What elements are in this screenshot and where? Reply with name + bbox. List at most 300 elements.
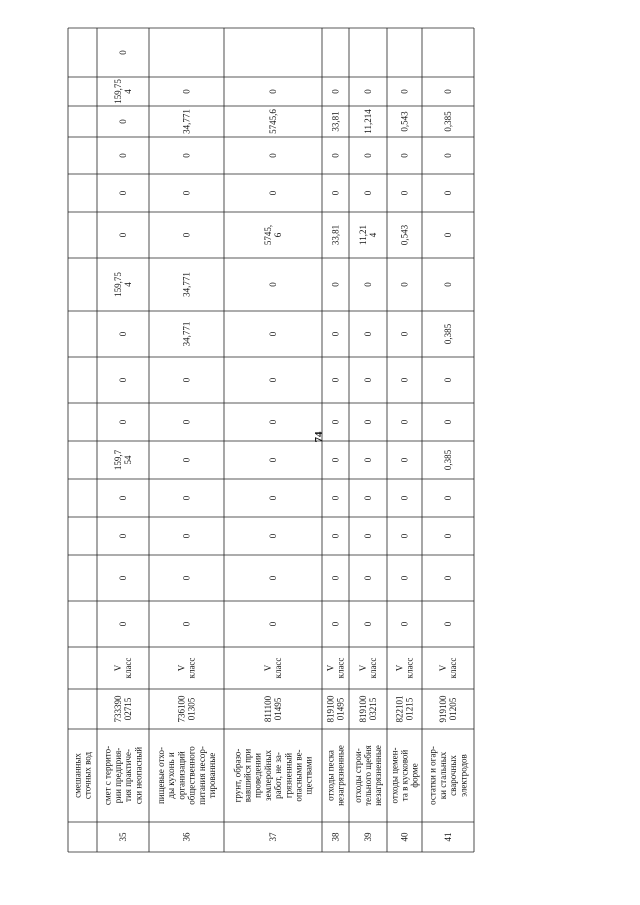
waste-name-line: сварочных (448, 755, 459, 796)
hazard-class-line: V (357, 664, 368, 672)
value-cell (268, 621, 278, 626)
value-cell-line: 0 (330, 282, 341, 287)
value-cell-line: 0 (330, 419, 341, 425)
value-cell-line: 0 (181, 575, 192, 581)
waste-code (394, 696, 414, 723)
value-cell-line: 0 (363, 377, 373, 383)
value-cell-line: 159,7 (112, 449, 123, 471)
value-cell (118, 377, 128, 382)
value-cell-line: 0 (363, 533, 373, 539)
row-number (443, 833, 453, 842)
value-cell-line: 5745,6 (268, 109, 278, 134)
value-cell (363, 457, 373, 462)
value-cell (118, 50, 128, 55)
value-cell (363, 89, 373, 94)
hazard-class-line: V (325, 664, 336, 672)
value-cell-line: 0 (330, 621, 341, 627)
value-cell-line: 0 (363, 282, 373, 287)
waste-name-line: опасными ве- (293, 749, 304, 802)
waste-code (358, 695, 378, 723)
value-cell (358, 225, 378, 245)
value-cell (268, 575, 278, 580)
value-cell (263, 225, 283, 245)
waste-name-line: работ, не за- (273, 752, 284, 799)
waste-code-line: 736100 (176, 695, 187, 723)
waste-code-line: 733390 (112, 695, 123, 723)
value-cell (400, 457, 410, 462)
waste-name (389, 748, 419, 804)
waste-name-line: тированные (207, 752, 217, 799)
value-cell-line: 0 (268, 621, 278, 627)
value-cell-line: 0 (181, 190, 192, 196)
value-cell (363, 282, 373, 287)
waste-name-line: электродов (458, 754, 469, 797)
value-cell-line: 0 (443, 419, 453, 425)
value-cell-line: 0 (118, 419, 128, 425)
value-cell (331, 153, 341, 158)
waste-code-line: 01215 (404, 697, 415, 721)
value-cell-line: 0 (399, 89, 410, 94)
waste-name-line: ски неопасный (133, 746, 144, 805)
value-cell (268, 457, 278, 462)
value-cell-line: 6 (273, 232, 284, 238)
value-cell (182, 153, 192, 158)
hazard-class-line: класс (368, 657, 379, 679)
row-number (182, 832, 192, 842)
waste-code (438, 695, 458, 723)
value-cell-line: 0 (181, 232, 192, 238)
value-cell (182, 190, 192, 195)
waste-name-line: остатки и огар- (427, 746, 438, 805)
value-cell (443, 575, 453, 580)
value-cell-line: 0 (330, 153, 341, 158)
value-cell-line: 0 (268, 89, 278, 94)
waste-name (156, 746, 217, 805)
value-cell (182, 377, 192, 382)
value-cell-line: 0 (268, 282, 278, 287)
value-cell-line: 4 (123, 89, 134, 94)
value-cell (268, 495, 278, 500)
value-cell (182, 232, 192, 237)
waste-name-line: общественного (186, 746, 197, 805)
value-cell (400, 533, 410, 538)
value-cell-line: 0 (363, 190, 373, 196)
waste-code-line: 01205 (448, 697, 459, 721)
value-cell (113, 272, 133, 297)
value-cell-line: 159,75 (112, 79, 123, 104)
row-number-line: 38 (330, 832, 341, 842)
value-cell (443, 449, 453, 470)
value-cell (331, 331, 341, 336)
value-cell (268, 331, 278, 336)
value-cell (363, 621, 373, 626)
value-cell-line: 0 (118, 575, 128, 581)
value-cell (331, 533, 341, 538)
value-cell-line: 0 (181, 419, 192, 425)
hazard-class (176, 658, 196, 679)
value-cell-line: 0 (118, 331, 128, 337)
value-cell (331, 282, 341, 287)
value-cell-line: 0 (268, 419, 278, 425)
waste-name-line: грязненный (283, 752, 294, 799)
value-cell (331, 190, 341, 195)
value-cell (363, 109, 373, 134)
value-cell-line: 0 (399, 331, 410, 337)
value-cell-line: 34,771 (181, 321, 192, 347)
value-cell (443, 495, 453, 500)
waste-name-line: отходы песка (325, 750, 336, 801)
waste-name-line: проведении (252, 753, 263, 798)
waste-name-line: тельного щебня (363, 745, 373, 806)
waste-name-line: вавшийся при (242, 748, 253, 803)
value-cell-line: 0 (330, 377, 341, 383)
waste-name-line: рии предприя- (112, 747, 123, 804)
hazard-class-line: класс (273, 657, 284, 679)
value-cell (268, 89, 278, 94)
value-cell (443, 323, 453, 344)
waste-name (232, 749, 313, 803)
value-cell (331, 419, 341, 424)
value-cell-line: 0 (443, 533, 453, 539)
value-cell (268, 282, 278, 287)
page-number: 74 (313, 431, 325, 443)
value-cell (118, 621, 128, 626)
value-cell-line: 0 (443, 232, 453, 238)
value-cell-line: 0 (118, 377, 128, 383)
value-cell (118, 331, 128, 336)
value-cell-line: 33,81 (330, 224, 341, 246)
value-cell-line: 0 (330, 533, 341, 539)
value-cell (400, 153, 410, 158)
hazard-class-line: класс (404, 657, 415, 679)
waste-code (113, 695, 133, 723)
value-cell (400, 495, 410, 500)
waste-name-line: ды кухонь и (166, 752, 177, 799)
value-cell-line: 0,385 (443, 111, 453, 132)
value-cell (182, 272, 192, 297)
value-cell (118, 153, 128, 158)
hazard-class-line: класс (335, 657, 346, 679)
value-cell-line: 0 (118, 533, 128, 539)
value-cell (443, 377, 453, 382)
value-cell (331, 111, 341, 131)
value-cell-line: 0 (118, 621, 128, 627)
waste-name-line: форме (409, 763, 420, 788)
value-cell (363, 575, 373, 580)
value-cell-line: 0 (330, 495, 341, 501)
value-cell-line: 0 (181, 457, 192, 463)
hazard-class-line: V (437, 664, 448, 672)
value-cell (268, 109, 278, 134)
value-cell (443, 621, 453, 626)
hazard-class (358, 658, 378, 679)
value-cell (182, 457, 192, 462)
value-cell-line: 0 (363, 331, 373, 337)
value-cell-line: 0,385 (443, 449, 453, 471)
value-cell-line: 4 (123, 282, 134, 287)
hazard-class-line: V (176, 664, 187, 672)
hazard-class-line: V (394, 664, 405, 672)
waste-code-line: 819100 (325, 695, 336, 723)
value-cell (363, 190, 373, 195)
value-cell (118, 575, 128, 580)
value-cell-line: 0 (181, 89, 192, 94)
value-cell (331, 377, 341, 382)
value-cell (400, 224, 410, 245)
value-cell (331, 89, 341, 94)
hazard-class-line: класс (448, 657, 459, 679)
row-number-line: 41 (443, 832, 453, 842)
value-cell-line: 0 (181, 495, 192, 501)
row-number-line: 36 (181, 832, 192, 842)
value-cell-line: 0 (443, 495, 453, 501)
waste-name-line: ществами (303, 756, 314, 795)
waste-name-line: незагрязненные (335, 745, 346, 806)
row-number (400, 832, 410, 842)
value-cell-line: 0 (363, 575, 373, 581)
value-cell (118, 495, 128, 500)
value-cell (363, 331, 373, 336)
value-cell-line: 0 (118, 190, 128, 196)
value-cell-line: 0,543 (399, 111, 410, 132)
value-cell-line: 33,81 (330, 111, 341, 132)
hazard-class (263, 658, 283, 679)
value-cell (400, 377, 410, 382)
waste-name-line: пищевые отхо- (156, 746, 166, 805)
row-number (363, 832, 373, 842)
value-cell (443, 89, 453, 94)
value-cell (443, 282, 453, 287)
value-cell-line: 159,75 (112, 272, 123, 297)
value-cell (182, 109, 192, 134)
waste-code-line: 03215 (368, 697, 379, 721)
value-cell-line: 0 (118, 232, 128, 238)
value-cell-line: 11,21 (357, 225, 368, 245)
waste-name-line: организаций (176, 751, 187, 800)
value-cell (363, 153, 373, 158)
value-cell-line: 0 (268, 495, 278, 501)
value-cell (182, 89, 192, 94)
value-cell-line: 0 (268, 331, 278, 337)
hazard-class-line: V (262, 664, 273, 672)
value-cell (363, 419, 373, 424)
value-cell-line: 0 (443, 621, 453, 627)
value-cell (443, 190, 453, 195)
value-cell (118, 190, 128, 195)
value-cell (400, 621, 410, 626)
waste-name (72, 751, 92, 799)
waste-name-line: ки стальных (437, 751, 448, 800)
row-number (118, 832, 128, 842)
value-cell-line: 0 (363, 89, 373, 94)
value-cell (113, 79, 133, 104)
value-cell (400, 419, 410, 424)
hazard-class (325, 658, 345, 679)
value-cell-line: 0 (330, 457, 341, 463)
value-cell-line: 0 (363, 621, 373, 627)
value-cell-line: 0 (363, 495, 373, 501)
value-cell (268, 153, 278, 158)
value-cell (400, 282, 410, 287)
waste-name-line: отходы строи- (352, 748, 363, 803)
value-cell (400, 111, 410, 132)
value-cell-line: 0 (399, 457, 410, 463)
hazard-class (438, 658, 458, 679)
waste-name (325, 745, 345, 806)
value-cell-line: 0 (181, 377, 192, 383)
waste-code-line: 01305 (186, 697, 197, 721)
waste-name-line: сточных вод (82, 751, 93, 800)
value-cell-line: 0 (443, 282, 453, 287)
value-cell-line: 4 (368, 232, 379, 238)
value-cell-line: 0 (443, 190, 453, 196)
value-cell-line: 0 (330, 89, 341, 94)
value-cell-line: 0 (181, 621, 192, 627)
value-cell-line: 0 (118, 495, 128, 501)
value-cell-line: 0,543 (399, 224, 410, 246)
value-cell-line: 5745, (262, 224, 273, 246)
value-cell (443, 232, 453, 237)
waste-name (428, 746, 469, 805)
value-cell (331, 575, 341, 580)
value-cell-line: 0 (399, 153, 410, 158)
waste-name-line: незагрязненные (373, 745, 384, 806)
row-number (268, 832, 278, 842)
row-number-line: 35 (118, 832, 128, 842)
value-cell-line: 0 (181, 153, 192, 158)
value-cell-line: 0 (443, 377, 453, 383)
value-cell-line: 0 (399, 495, 410, 501)
hazard-class-line: класс (186, 657, 197, 679)
value-cell (182, 575, 192, 580)
value-cell (400, 89, 410, 94)
waste-name-line: землеройных (262, 750, 273, 801)
waste-name-line: питания несор- (196, 746, 207, 805)
value-cell-line: 0 (399, 282, 410, 287)
value-cell-line: 0 (181, 533, 192, 539)
value-cell (443, 533, 453, 538)
value-cell-line: 0 (399, 533, 410, 539)
value-cell (443, 111, 453, 132)
value-cell-line: 0 (268, 533, 278, 539)
value-cell-line: 0 (268, 190, 278, 196)
value-cell (268, 419, 278, 424)
waste-name (353, 745, 383, 806)
value-cell-line: 0 (118, 153, 128, 158)
value-cell (118, 419, 128, 424)
value-cell-line: 0 (399, 621, 410, 627)
value-cell (182, 621, 192, 626)
row-number-line: 40 (399, 832, 410, 842)
value-cell (331, 495, 341, 500)
value-cell-line: 0 (118, 50, 128, 55)
value-cell-line: 0 (330, 190, 341, 196)
value-cell (113, 449, 133, 470)
value-cell-line: 34,771 (181, 109, 192, 134)
waste-name-line: тия практиче- (123, 749, 134, 802)
waste-code-line: 02715 (123, 697, 134, 721)
waste-code (176, 695, 196, 723)
value-cell-line: 0 (268, 575, 278, 581)
hazard-class-line: V (112, 664, 123, 672)
value-cell (182, 419, 192, 424)
value-cell-line: 0 (399, 419, 410, 425)
value-cell (443, 153, 453, 158)
value-cell-line: 0 (268, 153, 278, 158)
value-cell-line: 0 (399, 575, 410, 581)
waste-code-line: 919100 (437, 695, 448, 723)
waste-name-line: смешанных (72, 753, 83, 798)
value-cell-line: 34,771 (181, 272, 192, 297)
waste-code (325, 695, 345, 723)
value-cell (182, 533, 192, 538)
value-cell (400, 331, 410, 336)
value-cell (118, 232, 128, 237)
value-cell-line: 0 (363, 419, 373, 425)
value-cell (331, 225, 341, 245)
value-cell-line: 0 (443, 89, 453, 94)
value-cell-line: 0 (330, 331, 341, 337)
value-cell-line: 54 (123, 455, 134, 465)
waste-code-line: 01495 (273, 697, 284, 721)
value-cell-line: 0 (330, 575, 341, 581)
hazard-class (113, 658, 133, 679)
row-number-line: 39 (363, 832, 373, 842)
value-cell (182, 495, 192, 500)
waste-code (263, 695, 283, 722)
value-cell (400, 190, 410, 195)
value-cell-line: 0 (118, 119, 128, 124)
waste-name-line: смет с террито- (102, 745, 113, 806)
value-cell-line: 0 (443, 575, 453, 581)
value-cell (118, 533, 128, 538)
value-cell (363, 495, 373, 500)
value-cell (182, 322, 192, 347)
value-cell (331, 457, 341, 462)
value-cell (363, 533, 373, 538)
value-cell-line: 0 (363, 153, 373, 158)
waste-code-line: 822101 (394, 695, 405, 723)
waste-name-line: грунт, образо- (232, 748, 243, 803)
value-cell (268, 377, 278, 382)
value-cell-line: 0 (363, 457, 373, 463)
value-cell-line: 0 (268, 377, 278, 383)
value-cell (363, 377, 373, 382)
value-cell-line: 0 (399, 190, 410, 196)
value-cell-line: 0 (399, 377, 410, 383)
value-cell-line: 0,385 (443, 323, 453, 345)
hazard-class (394, 658, 414, 679)
row-number (331, 832, 341, 842)
value-cell-line: 0 (268, 457, 278, 463)
value-cell (400, 575, 410, 580)
value-cell (443, 419, 453, 424)
waste-code-line: 819100 (357, 695, 368, 723)
value-cell (268, 533, 278, 538)
waste-name (103, 746, 144, 805)
value-cell (118, 119, 128, 124)
waste-code-line: 01495 (335, 697, 346, 721)
waste-name-line: отходы цемен- (389, 747, 400, 804)
value-cell (331, 621, 341, 626)
waste-code-line: 811100 (262, 695, 273, 723)
waste-name-line: та в кусковой (399, 749, 410, 802)
row-number-line: 37 (268, 832, 278, 842)
value-cell (268, 190, 278, 195)
value-cell-line: 0 (443, 153, 453, 158)
value-cell-line: 11,214 (363, 109, 373, 134)
hazard-class-line: класс (123, 657, 134, 679)
